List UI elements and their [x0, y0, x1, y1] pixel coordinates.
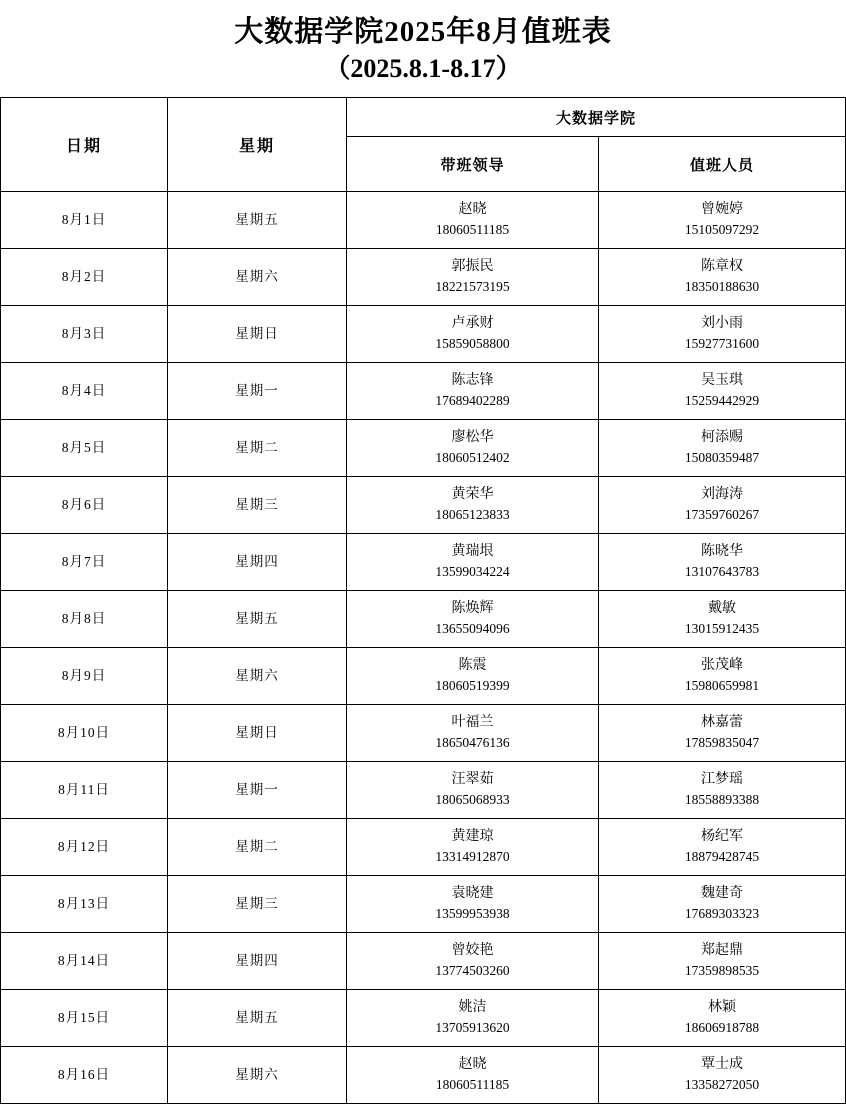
cell-weekday: 星期五: [168, 990, 347, 1047]
table-row: [1, 420, 846, 477]
table-row: [1, 933, 846, 990]
cell-staff: [599, 705, 846, 762]
staff-name: 刘小雨: [701, 315, 743, 331]
cell-leader: [347, 363, 599, 420]
staff-name: 魏建奇: [701, 885, 743, 901]
leader-phone: 15859058800: [435, 336, 510, 352]
cell-weekday: 星期六: [168, 648, 347, 705]
cell-date: 8月6日: [1, 477, 168, 534]
table-row: [1, 306, 846, 363]
leader-name: 廖松华: [451, 429, 494, 445]
cell-date: 8月15日: [1, 990, 168, 1047]
leader-name: 赵晓: [458, 1056, 487, 1072]
leader-name: 陈震: [458, 657, 487, 673]
staff-name: 林嘉蕾: [701, 714, 743, 730]
cell-weekday: 星期五: [168, 192, 347, 249]
cell-weekday: 星期二: [168, 819, 347, 876]
leader-phone: 18065123833: [435, 507, 510, 523]
cell-date: 8月5日: [1, 420, 168, 477]
staff-phone: 18350188630: [684, 279, 760, 295]
staff-name: 江梦瑶: [701, 771, 743, 787]
leader-phone: 18650476136: [435, 735, 510, 751]
cell-leader: [347, 990, 599, 1047]
leader-name: 卢承财: [451, 315, 494, 331]
leader-name: 黄荣华: [451, 486, 494, 502]
cell-leader: [347, 420, 599, 477]
table-row: [1, 363, 846, 420]
cell-staff: [599, 306, 846, 363]
cell-staff: [599, 990, 846, 1047]
page-title: 大数据学院2025年8月值班表: [234, 16, 612, 48]
cell-leader: [347, 762, 599, 819]
table-row: [1, 477, 846, 534]
table-row: [1, 591, 846, 648]
leader-phone: 13774503260: [435, 963, 510, 979]
staff-name: 柯添赐: [701, 429, 743, 445]
staff-name: 张茂峰: [701, 657, 743, 673]
cell-weekday: 星期一: [168, 762, 347, 819]
cell-leader: [347, 705, 599, 762]
cell-date: 8月11日: [1, 762, 168, 819]
staff-phone: 18558893388: [684, 792, 760, 808]
leader-phone: 18221573195: [435, 279, 510, 295]
leader-phone: 17689402289: [435, 393, 510, 409]
staff-name: 陈晓华: [701, 543, 743, 559]
cell-weekday: 星期六: [168, 1047, 347, 1104]
cell-date: 8月8日: [1, 591, 168, 648]
leader-name: 姚洁: [458, 999, 487, 1015]
staff-phone: 18606918788: [684, 1020, 760, 1036]
cell-leader: [347, 249, 599, 306]
staff-name: 吴玉琪: [701, 372, 743, 388]
table-row: [1, 192, 846, 249]
cell-date: 8月7日: [1, 534, 168, 591]
staff-name: 刘海涛: [701, 486, 743, 502]
page-subtitle: （2025.8.1-8.17）: [324, 54, 522, 84]
leader-phone: 18065068933: [435, 792, 510, 808]
table-row: [1, 534, 846, 591]
staff-phone: 13107643783: [684, 564, 760, 580]
cell-date: 8月10日: [1, 705, 168, 762]
column-header-staff: 值班人员: [599, 137, 846, 192]
table-row: [1, 648, 846, 705]
staff-name: 陈章权: [701, 258, 743, 274]
duty-table: [0, 97, 846, 1104]
table-row: [1, 876, 846, 933]
cell-staff: [599, 1047, 846, 1104]
cell-staff: [599, 933, 846, 990]
cell-date: 8月16日: [1, 1047, 168, 1104]
cell-date: 8月4日: [1, 363, 168, 420]
cell-staff: [599, 249, 846, 306]
cell-weekday: 星期六: [168, 249, 347, 306]
cell-weekday: 星期四: [168, 534, 347, 591]
cell-leader: [347, 876, 599, 933]
leader-name: 汪翠茹: [451, 771, 494, 787]
table-body: [1, 192, 846, 1104]
staff-phone: 15259442929: [684, 393, 760, 409]
staff-name: 曾婉婷: [701, 201, 743, 217]
staff-phone: 15927731600: [684, 336, 760, 352]
cell-date: 8月12日: [1, 819, 168, 876]
leader-phone: 18060519399: [435, 678, 510, 694]
cell-staff: [599, 591, 846, 648]
leader-phone: 13599953938: [435, 906, 510, 922]
cell-weekday: 星期日: [168, 306, 347, 363]
leader-name: 陈焕辉: [451, 600, 494, 616]
cell-weekday: 星期三: [168, 477, 347, 534]
table-row: [1, 1047, 846, 1104]
cell-leader: [347, 648, 599, 705]
leader-phone: 18060512402: [435, 450, 510, 466]
cell-date: 8月13日: [1, 876, 168, 933]
cell-staff: [599, 363, 846, 420]
leader-phone: 13599034224: [435, 564, 510, 580]
staff-phone: 15080359487: [684, 450, 760, 466]
cell-staff: [599, 819, 846, 876]
cell-staff: [599, 477, 846, 534]
table-row: [1, 990, 846, 1047]
staff-name: 戴敏: [708, 600, 736, 616]
leader-name: 郭振民: [451, 258, 494, 274]
column-group-header-department: 大数据学院: [347, 98, 846, 137]
column-header-date: 日期: [1, 98, 168, 192]
staff-name: 郑起鼎: [701, 942, 743, 958]
cell-weekday: 星期三: [168, 876, 347, 933]
cell-leader: [347, 933, 599, 990]
staff-name: 林颖: [708, 999, 736, 1015]
cell-staff: [599, 762, 846, 819]
staff-phone: 17359898535: [684, 963, 760, 979]
table-row: [1, 705, 846, 762]
staff-phone: 15105097292: [684, 222, 760, 238]
cell-date: 8月9日: [1, 648, 168, 705]
column-header-leader: 带班领导: [347, 137, 599, 192]
cell-weekday: 星期一: [168, 363, 347, 420]
cell-date: 8月14日: [1, 933, 168, 990]
cell-staff: [599, 876, 846, 933]
cell-weekday: 星期四: [168, 933, 347, 990]
leader-name: 叶福兰: [451, 714, 494, 730]
table-header: [1, 98, 846, 192]
leader-name: 赵晓: [458, 201, 487, 217]
staff-name: 杨纪军: [701, 828, 743, 844]
leader-name: 黄建琼: [451, 828, 494, 844]
leader-name: 曾姣艳: [451, 942, 494, 958]
staff-phone: 17859835047: [684, 735, 760, 751]
cell-date: 8月2日: [1, 249, 168, 306]
leader-name: 黄瑞垠: [451, 543, 494, 559]
staff-phone: 15980659981: [684, 678, 760, 694]
cell-leader: [347, 819, 599, 876]
cell-staff: [599, 420, 846, 477]
cell-date: 8月1日: [1, 192, 168, 249]
staff-phone: 13358272050: [684, 1077, 760, 1093]
column-header-weekday: 星期: [168, 98, 347, 192]
staff-phone: 17689303323: [684, 906, 760, 922]
cell-staff: [599, 648, 846, 705]
staff-phone: 17359760267: [684, 507, 760, 523]
cell-leader: [347, 192, 599, 249]
staff-phone: 18879428745: [684, 849, 760, 865]
cell-leader: [347, 306, 599, 363]
cell-staff: [599, 192, 846, 249]
document-title-block: [0, 0, 846, 86]
leader-name: 陈志锋: [451, 372, 494, 388]
leader-phone: 18060511185: [435, 1077, 510, 1093]
cell-leader: [347, 591, 599, 648]
staff-phone: 13015912435: [684, 621, 760, 637]
cell-leader: [347, 477, 599, 534]
leader-phone: 18060511185: [435, 222, 510, 238]
table-row: [1, 762, 846, 819]
table-row: [1, 249, 846, 306]
cell-weekday: 星期日: [168, 705, 347, 762]
cell-weekday: 星期二: [168, 420, 347, 477]
cell-date: 8月3日: [1, 306, 168, 363]
leader-phone: 13655094096: [435, 621, 510, 637]
cell-leader: [347, 1047, 599, 1104]
staff-name: 覃士成: [701, 1056, 743, 1072]
leader-name: 袁晓建: [451, 885, 494, 901]
cell-weekday: 星期五: [168, 591, 347, 648]
leader-phone: 13705913620: [435, 1020, 510, 1036]
cell-staff: [599, 534, 846, 591]
cell-leader: [347, 534, 599, 591]
leader-phone: 13314912870: [435, 849, 510, 865]
table-row: [1, 819, 846, 876]
